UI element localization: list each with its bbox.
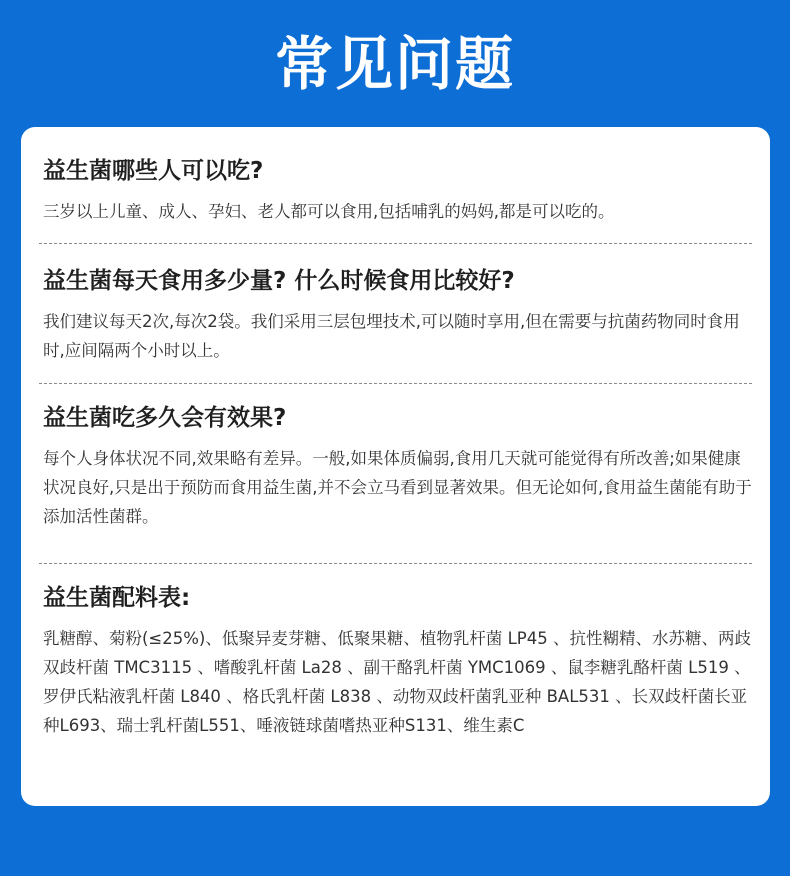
dashed-divider (39, 563, 752, 564)
page-title: 常见问题 (274, 30, 515, 98)
faq-answer: 三岁以上儿童、成人、孕妇、老人都可以食用,包括哺乳的妈妈,都是可以吃的。 (43, 202, 615, 221)
faq-question: 益生菌配料表: (43, 585, 191, 611)
faq-item-effect-time (43, 402, 753, 531)
faq-question: 益生菌吃多久会有效果? (43, 405, 287, 431)
faq-item-dosage (43, 265, 753, 365)
faq-question: 益生菌每天食用多少量? 什么时候食用比较好? (43, 268, 515, 294)
faq-item-who-can-eat (43, 155, 753, 226)
faq-item-ingredients (43, 582, 753, 740)
faq-card (21, 127, 770, 806)
faq-answer: 每个人身体状况不同,效果略有差异。一般,如果体质偏弱,食用几天就可能觉得有所改善;如果健康状况良好,只是出于预防而食用益生菌,并不会立马看到显著效果。但无论如何,食用益生菌能有助于添加活性菌群。 (43, 449, 752, 526)
faq-answer: 乳糖醇、菊粉(≤25%)、低聚异麦芽糖、低聚果糖、植物乳杆菌 LP45 、抗性糊精、水苏糖、两歧双歧杆菌 TMC3115 、嗜酸乳杆菌 La28 、副干酪乳杆菌 YMC1069 、鼠李糖乳酪杆菌 L519 、罗伊氏粘液乳杆菌 L840 、格氏乳杆菌 L838 、动物双歧杆菌乳亚种 BAL531 、长双歧杆菌长亚种L693、瑞士乳杆菌L551、唾液链球菌嗜热亚种S131、维生素C (43, 629, 752, 735)
dashed-divider (39, 383, 752, 384)
dashed-divider (39, 243, 752, 244)
faq-answer: 我们建议每天2次,每次2袋。我们采用三层包埋技术,可以随时享用,但在需要与抗菌药物同时食用时,应间隔两个小时以上。 (43, 312, 740, 360)
faq-question: 益生菌哪些人可以吃? (43, 158, 264, 184)
